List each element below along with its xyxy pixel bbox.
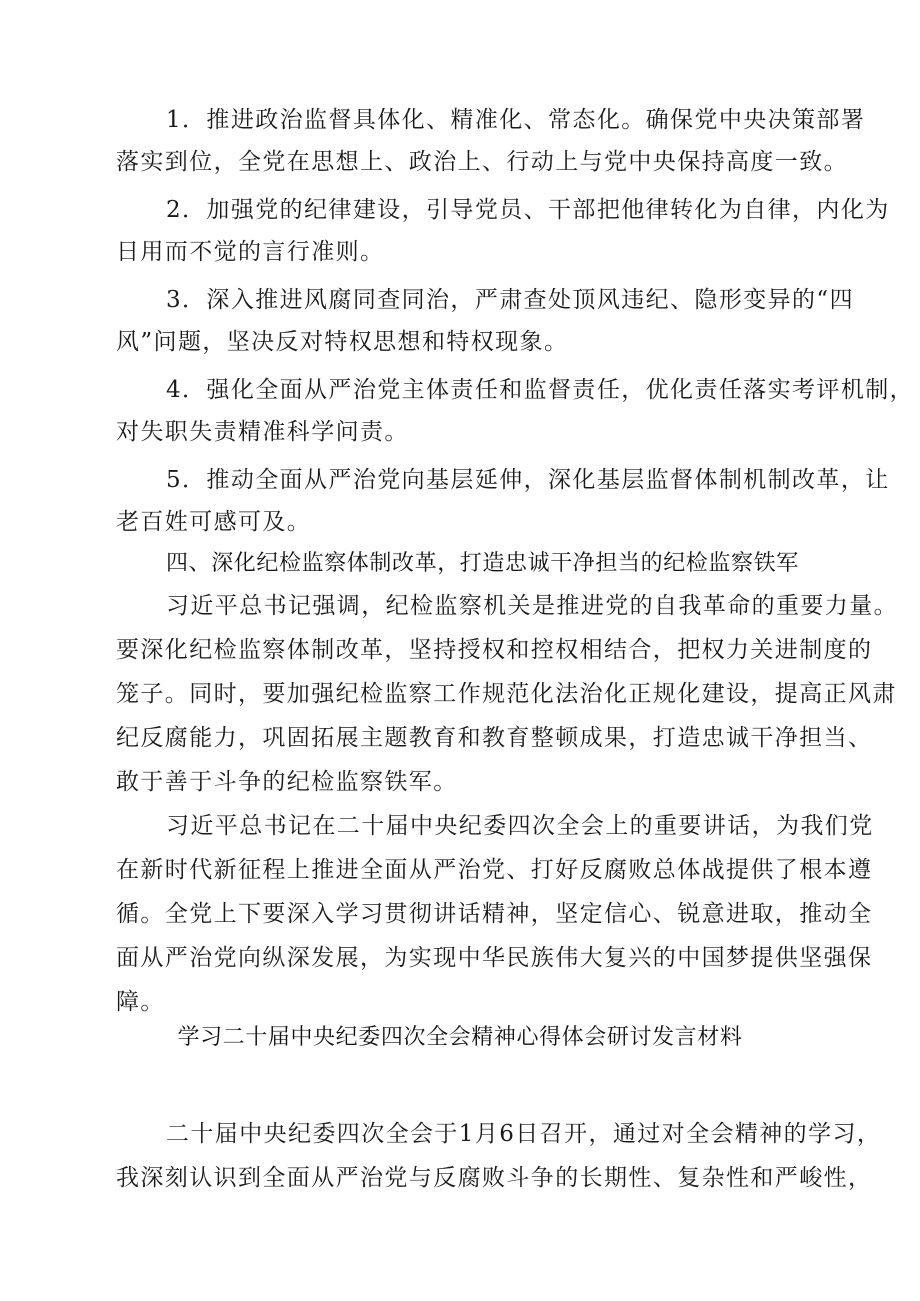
item-3-line-2: 风”问题，坚决反对特权思想和特权现象。 [116, 329, 569, 355]
paragraph-1-line-5: 敢于善于斗争的纪检监察铁军。 [116, 769, 458, 795]
item-4-line-1: 4．强化全面从严治党主体责任和监督责任，优化责任落实考评机制， [166, 377, 915, 403]
paragraph-3-line-2: 我深刻认识到全面从严治党与反腐败斗争的长期性、复杂性和严峻性， [116, 1165, 873, 1191]
paragraph-1-line-4: 纪反腐能力，巩固拓展主题教育和教育整顿成果，打造忠诚干净担当、 [116, 725, 873, 751]
paragraph-2-line-5: 障。 [116, 989, 165, 1015]
paragraph-2-line-1: 习近平总书记在二十届中央纪委四次全会上的重要讲话，为我们党 [166, 813, 874, 839]
paragraph-3-line-1: 二十届中央纪委四次全会于1月6日召开，通过对全会精神的学习， [166, 1121, 882, 1147]
item-4-line-2: 对失职失责精准科学问责。 [116, 419, 409, 445]
paragraph-2-line-2: 在新时代新征程上推进全面从严治党、打好反腐败总体战提供了根本遵 [116, 857, 873, 883]
paragraph-1-line-2: 要深化纪检监察体制改革，坚持授权和控权相结合，把权力关进制度的 [116, 637, 873, 663]
item-2-line-1: 2．加强党的纪律建设，引导党员、干部把他律转化为自律，内化为 [166, 197, 890, 223]
item-5-line-2: 老百姓可感可及。 [116, 509, 312, 535]
item-5-line-1: 5．推动全面从严治党向基层延伸，深化基层监督体制机制改革，让 [166, 467, 890, 493]
item-3-line-1: 3．深入推进风腐同查同治，严肃查处顶风违纪、隐形变异的“四 [166, 287, 854, 313]
article-title: 学习二十届中央纪委四次全会精神心得体会研讨发言材料 [177, 1025, 743, 1050]
paragraph-2-line-4: 面从严治党向纵深发展，为实现中华民族伟大复兴的中国梦提供坚强保 [116, 945, 873, 971]
item-2-line-2: 日用而不觉的言行准则。 [116, 239, 385, 265]
paragraph-1-line-3: 笼子。同时，要加强纪检监察工作规范化法治化正规化建设，提高正风肃 [116, 681, 897, 707]
item-1-line-1: 1．推进政治监督具体化、精准化、常态化。确保党中央决策部署 [166, 107, 866, 133]
section-heading: 四、深化纪检监察体制改革，打造忠诚干净担当的纪检监察铁军 [166, 551, 799, 576]
paragraph-1-line-1: 习近平总书记强调，纪检监察机关是推进党的自我革命的重要力量。 [166, 593, 898, 619]
paragraph-2-line-3: 循。全党上下要深入学习贯彻讲话精神，坚定信心、锐意进取，推动全 [116, 901, 873, 927]
item-1-line-2: 落实到位，全党在思想上、政治上、行动上与党中央保持高度一致。 [116, 149, 848, 175]
